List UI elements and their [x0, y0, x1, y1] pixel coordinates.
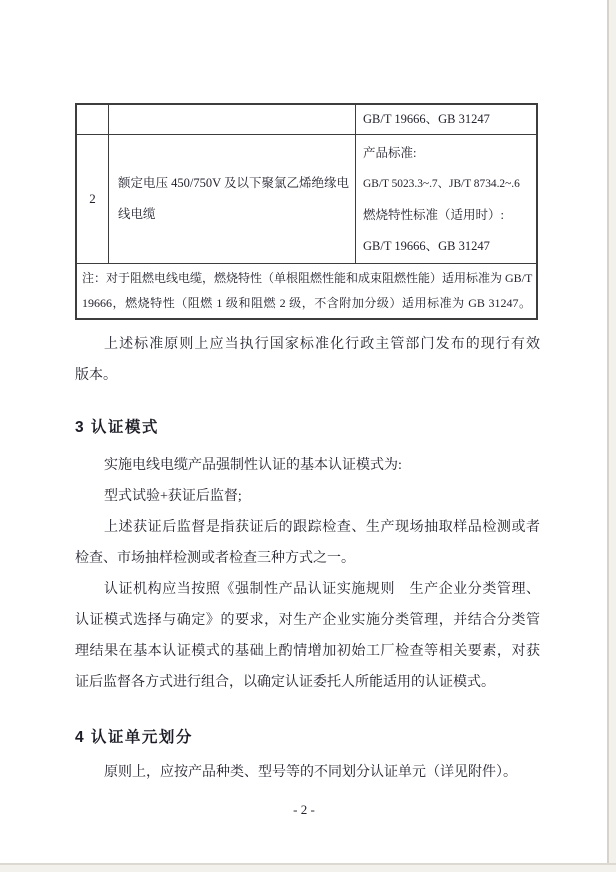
- paragraph-line: 上述标准原则上应当执行国家标准化行政主管部门发布的现行有效: [104, 337, 540, 352]
- cell-standards-continued: [356, 105, 536, 135]
- paragraph-line: 认证模式选择与确定》的要求，对生产企业实施分类管理，并结合分类管: [75, 613, 540, 628]
- paragraph-cert-mode-intro: [75, 450, 540, 481]
- product-name-line: 线电缆: [118, 207, 156, 221]
- table-note-row: [77, 264, 536, 318]
- standard-text: GB/T 19666、GB 31247: [363, 239, 490, 253]
- paragraph-line: 原则上，应按产品种类、型号等的不同划分认证单元（详见附件）。: [104, 765, 517, 780]
- page-edge-right-fill: [609, 0, 616, 872]
- table-row-continued: [77, 105, 536, 135]
- product-standards-table: [75, 103, 538, 320]
- table-row-product-2: [77, 135, 536, 264]
- cell-standards: [356, 135, 536, 264]
- paragraph-cert-body-requirements: [75, 574, 540, 698]
- section-3-heading: 3 认证模式: [75, 419, 159, 436]
- paragraph-line: 理结果在基本认证模式的基础上酌情增加初始工厂检查等相关要素，对获: [75, 644, 540, 659]
- note-line: 注：对于阻燃电线电缆，燃烧特性（单根阻燃性能和成束阻燃性能）适用标准为 GB/T: [82, 271, 533, 285]
- standard-text: 产品标准:: [363, 146, 417, 160]
- page-number: - 2 -: [293, 802, 315, 817]
- paragraph-line: 上述获证后监督是指获证后的跟踪检查、生产现场抽取样品检测或者: [104, 520, 540, 535]
- page-edge-bottom-fill: [0, 865, 616, 872]
- paragraph-line: 认证机构应当按照《强制性产品认证实施规则 生产企业分类管理、: [104, 582, 540, 597]
- paragraph-line: 证后监督各方式进行组合，以确定认证委托人所能适用的认证模式。: [75, 675, 495, 690]
- cell-serial-empty: [77, 105, 109, 135]
- paragraph-line: 检查、市场抽样检测或者检查三种方式之一。: [75, 551, 355, 566]
- table-note: [77, 264, 536, 318]
- section-4-heading: 4 认证单元划分: [75, 729, 193, 746]
- paragraph-unit-division: [75, 757, 540, 788]
- paragraph-post-cert-supervision: [75, 512, 540, 574]
- paragraph-standards-version: [75, 329, 540, 391]
- cell-product-empty: [109, 105, 356, 135]
- standard-text: 燃烧特性标准（适用时）:: [363, 208, 504, 222]
- paragraph-line: 型式试验+获证后监督;: [104, 489, 242, 504]
- product-name-line: 额定电压 450/750V 及以下聚氯乙烯绝缘电: [118, 176, 350, 190]
- standard-text: GB/T 5023.3~.7、JB/T 8734.2~.6: [363, 178, 520, 190]
- standard-text: GB/T 19666、GB 31247: [363, 112, 490, 126]
- paragraph-line: 版本。: [75, 368, 117, 383]
- cell-serial-number: 2: [77, 135, 109, 264]
- cell-product-name: [109, 135, 356, 264]
- note-line: 19666，燃烧特性（阻燃 1 级和阻燃 2 级，不含附加分级）适用标准为 GB 31247。: [82, 296, 531, 310]
- paragraph-line: 实施电线电缆产品强制性认证的基本认证模式为:: [104, 458, 402, 473]
- paragraph-cert-mode-formula: [75, 481, 540, 512]
